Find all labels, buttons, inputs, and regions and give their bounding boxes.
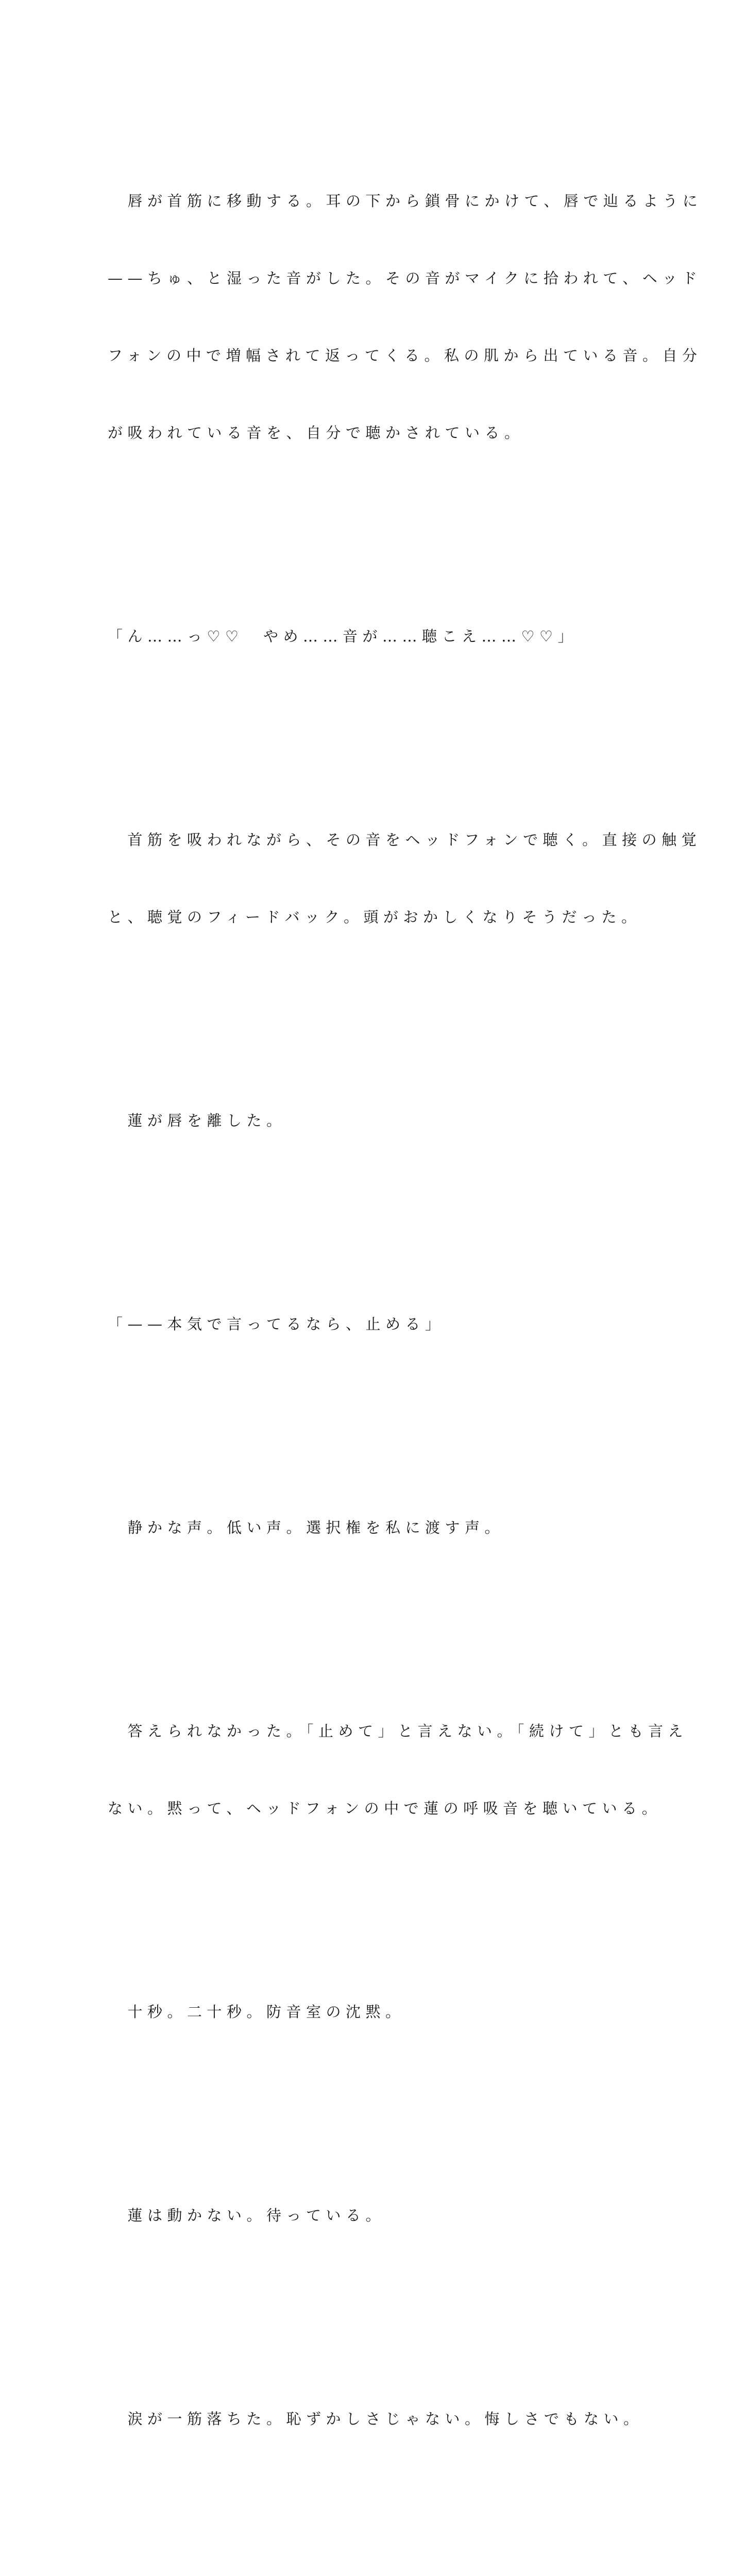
text-line: ない。黙って、ヘッドフォンの中で蓮の呼吸音を聴いている。 xyxy=(108,1800,662,1817)
text-line: 首筋を吸われながら、その音をヘッドフォンで聴く。直接の触覚 xyxy=(108,831,702,849)
paragraph xyxy=(108,2354,643,2483)
text-line: 「——本気で言ってるなら、止める」 xyxy=(108,1315,445,1333)
text-line: 「ん……っ♡♡ やめ……音が……聴こえ……♡♡」 xyxy=(108,628,578,645)
text-line: 静かな声。低い声。選択権を私に渡す声。 xyxy=(108,1519,505,1536)
paragraph xyxy=(108,137,703,497)
paragraph xyxy=(108,2151,623,2280)
paragraph xyxy=(108,775,702,981)
body-text xyxy=(108,85,703,2576)
text-line: 涙が一筋落ちた。恥ずかしさじゃない。悔しさでもない。 xyxy=(108,2410,643,2428)
paragraph xyxy=(108,1056,623,1185)
text-line: と、聴覚のフィードバック。頭がおかしくなりそうだった。 xyxy=(108,908,641,926)
text-line: 蓮は動かない。待っている。 xyxy=(108,2207,386,2224)
text-line: ——ちゅ、と湿った音がした。その音がマイクに拾われて、ヘッド xyxy=(108,269,702,287)
paragraph xyxy=(108,1463,623,1592)
paragraph xyxy=(108,1947,623,2076)
text-line: が吸われている音を、自分で聴かされている。 xyxy=(108,424,524,442)
text-line: 答えられなかった。「止めて」と言えない。「続けて」とも言え xyxy=(108,1722,688,1740)
text-line: 十秒。二十秒。防音室の沈黙。 xyxy=(108,2003,405,2021)
paragraph xyxy=(108,2558,623,2576)
text-line: 唇が首筋に移動する。耳の下から鎖骨にかけて、唇で辿るように xyxy=(108,192,703,210)
paragraph xyxy=(108,572,623,701)
paragraph xyxy=(108,1260,623,1388)
paragraph xyxy=(108,1667,688,1873)
text-line: 蓮が唇を離した。 xyxy=(108,1112,286,1129)
text-line: フォンの中で増幅されて返ってくる。私の肌から出ている音。自分 xyxy=(108,347,702,364)
